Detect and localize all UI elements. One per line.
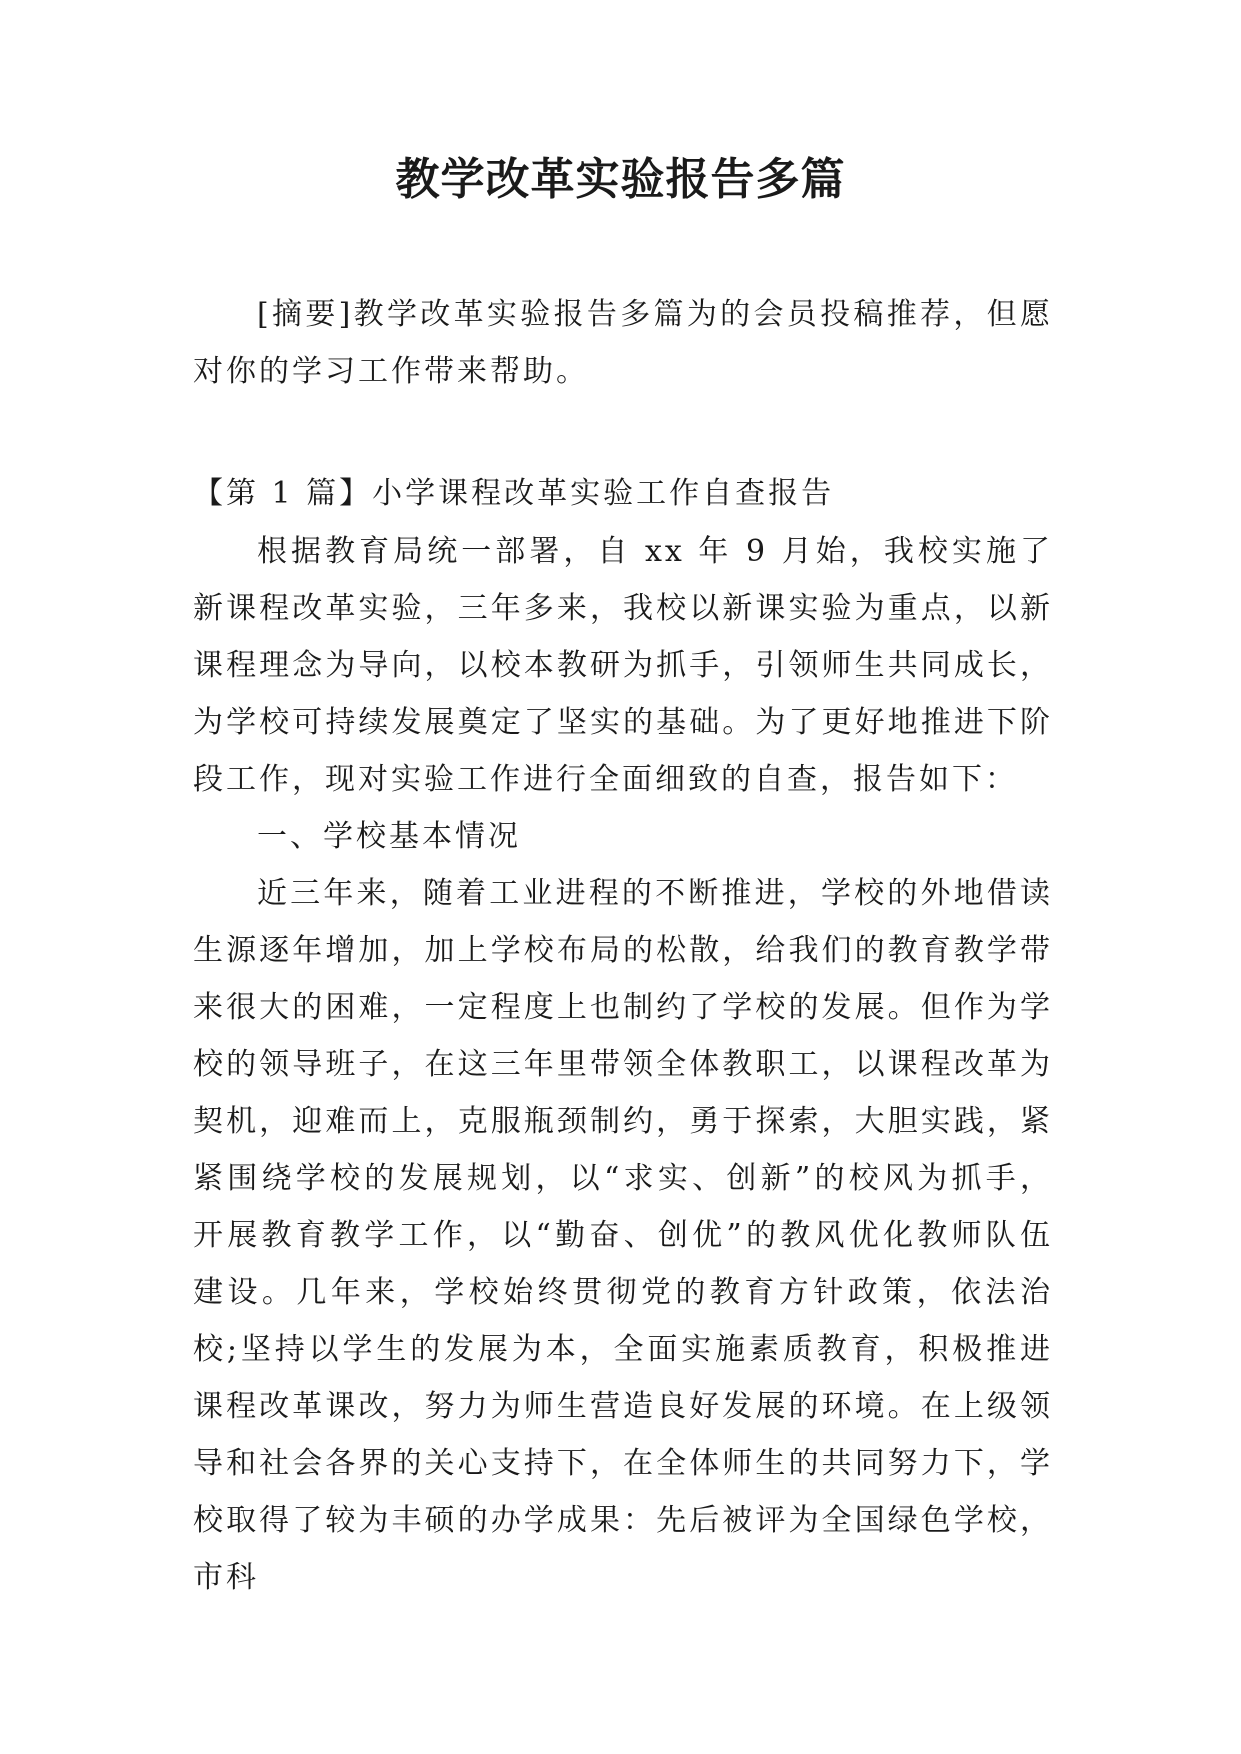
subsection-heading: 一、学校基本情况: [257, 819, 521, 854]
section-heading: 【第 1 篇】小学课程改革实验工作自查报告: [193, 476, 835, 511]
abstract-paragraph: [摘要]教学改革实验报告多篇为的会员投稿推荐，但愿对你的学习工作带来帮助。: [193, 297, 1053, 389]
body-paragraph: 根据教育局统一部署，自 xx 年 9 月始，我校实施了新课程改革实验，三年多来，我校以新课实验为重点，以新课程理念为导向，以校本教研为抓手，引领师生共同成长，为学校可持续发展奠定了坚实的基础。为了更好地推进下阶段工作，现对实验工作进行全面细致的自查，报告如下：: [193, 534, 1053, 797]
body-paragraph: 近三年来，随着工业进程的不断推进，学校的外地借读生源逐年增加，加上学校布局的松散，给我们的教育教学带来很大的困难，一定程度上也制约了学校的发展。但作为学校的领导班子，在这三年里带领全体教职工，以课程改革为契机，迎难而上，克服瓶颈制约，勇于探索，大胆实践，紧紧围绕学校的发展规划，以“求实、创新”的校风为抓手，开展教育教学工作，以“勤奋、创优”的教风优化教师队伍建设。几年来，学校始终贯彻党的教育方针政策，依法治校;坚持以学生的发展为本，全面实施素质教育，积极推进课程改革课改，努力为师生营造良好发展的环境。在上级领导和社会各界的关心支持下，在全体师生的共同努力下，学校取得了较为丰硕的办学成果：先后被评为全国绿色学校，市科: [193, 876, 1053, 1595]
document-title: 教学改革实验报告多篇: [395, 154, 846, 205]
section-body: [193, 523, 1053, 1606]
